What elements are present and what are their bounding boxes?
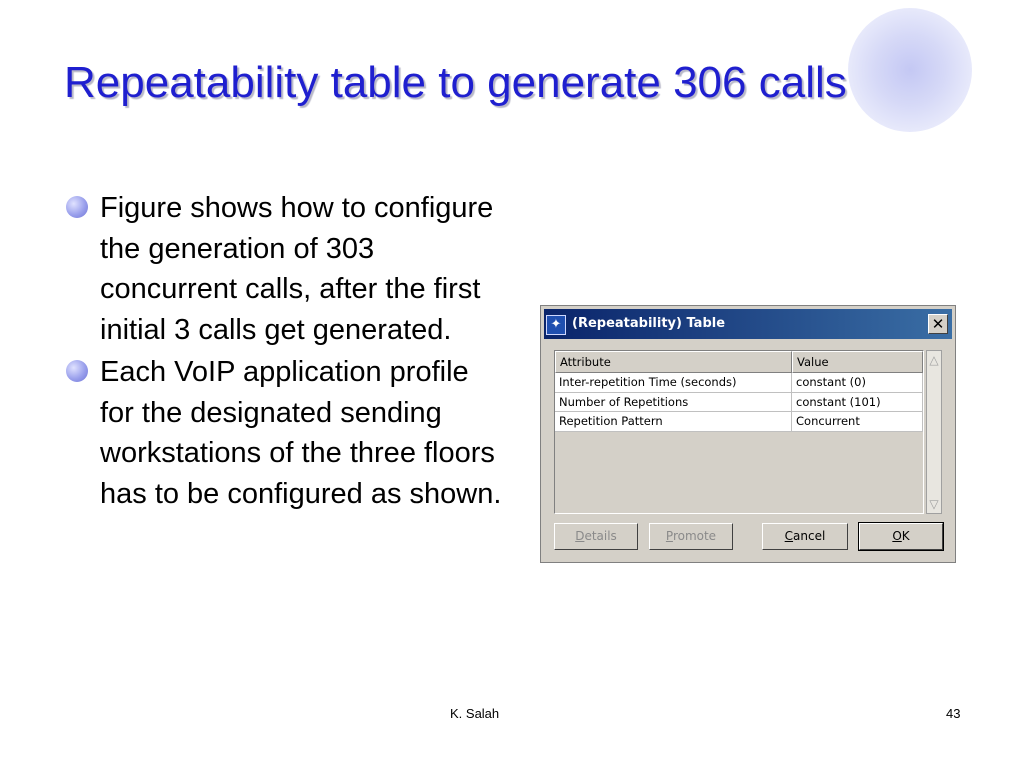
bullet-item	[64, 352, 504, 514]
close-icon: ✕	[931, 315, 945, 333]
bullet-item	[64, 188, 504, 350]
promote-mnemonic: P	[665, 529, 673, 543]
table-row[interactable]	[555, 412, 923, 432]
repeatability-dialog	[540, 305, 956, 563]
details-button[interactable]	[554, 523, 638, 550]
attribute-cell[interactable]: Number of Repetitions	[555, 393, 792, 413]
app-star-icon: ✦	[546, 315, 566, 335]
value-cell[interactable]: Concurrent	[792, 412, 923, 432]
close-button[interactable]	[928, 314, 948, 334]
table-header	[555, 351, 923, 373]
bullet-list	[64, 188, 504, 516]
ok-label: K	[901, 529, 910, 543]
value-cell[interactable]: constant (101)	[792, 393, 923, 413]
table-scrollbar[interactable]	[926, 350, 942, 514]
footer-author: K. Salah	[450, 706, 500, 721]
cancel-button[interactable]	[762, 523, 848, 550]
column-header-attribute[interactable]: Attribute	[555, 351, 792, 373]
details-mnemonic: D	[575, 529, 585, 543]
cancel-label: ancel	[793, 529, 826, 543]
scroll-up-icon[interactable]: △	[929, 353, 939, 367]
ok-mnemonic: O	[892, 529, 902, 543]
table-row[interactable]	[555, 393, 923, 413]
details-label: etails	[584, 529, 617, 543]
bullet-text: Figure shows how to configure the generation of 303 concurrent calls, after the first initial 3 calls get generated.	[100, 192, 494, 346]
attribute-cell[interactable]: Inter-repetition Time (seconds)	[555, 373, 792, 393]
promote-label: romote	[672, 529, 717, 543]
attribute-cell[interactable]: Repetition Pattern	[555, 412, 792, 432]
cancel-mnemonic: C	[784, 529, 794, 543]
attribute-table	[554, 350, 924, 514]
bullet-dot-icon	[66, 360, 88, 382]
scroll-down-icon[interactable]: ▽	[929, 497, 939, 511]
table-row[interactable]	[555, 373, 923, 393]
bullet-dot-icon	[66, 196, 88, 218]
promote-button[interactable]	[649, 523, 733, 550]
bullet-text: Each VoIP application profile for the designated sending workstations of the three floors has to be configured as shown.	[100, 356, 502, 510]
value-cell[interactable]: constant (0)	[792, 373, 923, 393]
decorative-circle	[848, 8, 972, 132]
page-number: 43	[946, 706, 961, 721]
dialog-title: (Repeatability) Table	[572, 316, 726, 331]
column-header-value[interactable]: Value	[792, 351, 923, 373]
ok-button[interactable]	[859, 523, 943, 550]
dialog-titlebar[interactable]	[544, 309, 952, 339]
slide-title: Repeatability table to generate 306 calls	[64, 58, 847, 107]
